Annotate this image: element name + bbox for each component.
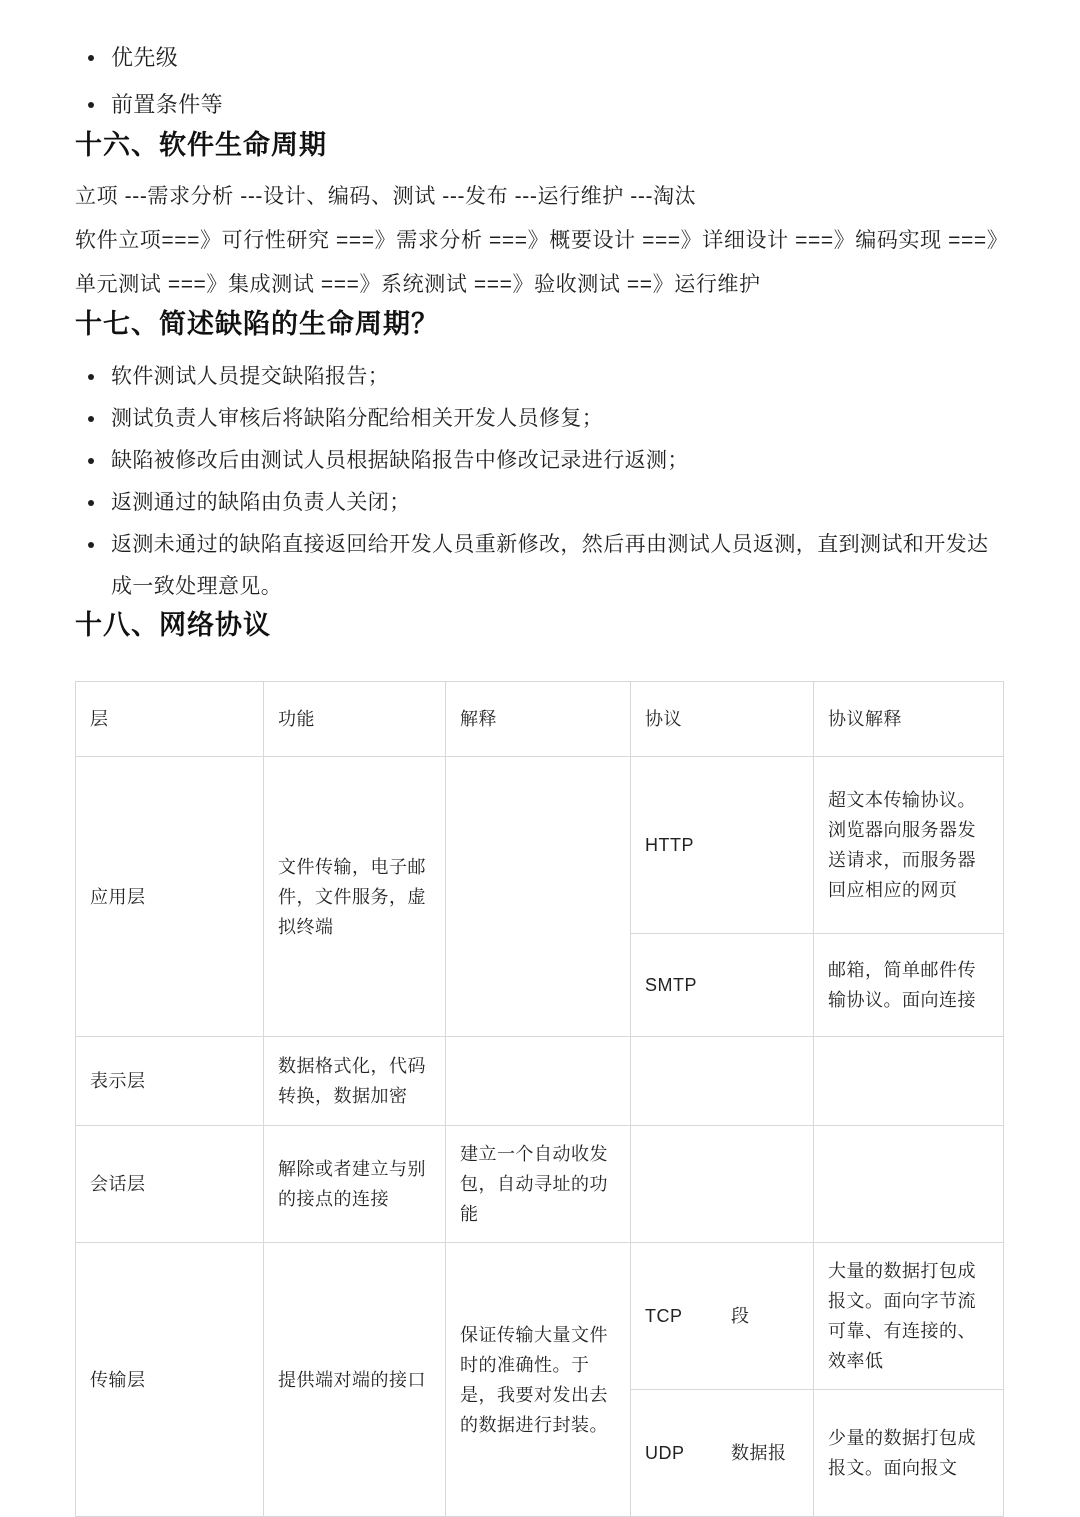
cell-protocol-tcp — [631, 1243, 814, 1390]
cell-protocol-explanation-tcp: 大量的数据打包成报文。面向字节流可靠、有连接的、效率低 — [814, 1243, 1004, 1390]
cell-protocol-explanation-udp: 少量的数据打包成报文。面向报文 — [814, 1390, 1004, 1517]
cell-function-application: 文件传输，电子邮件，文件服务，虚拟终端 — [264, 757, 446, 1037]
table-row — [76, 757, 1004, 934]
cell-protocol-explanation-presentation — [814, 1037, 1004, 1126]
section-heading-18: 十八、网络协议 — [75, 610, 271, 641]
protocol-name-tcp: TCP — [645, 1306, 683, 1327]
column-header-layer: 层 — [76, 682, 264, 757]
paragraph: 立项 ---需求分析 ---设计、编码、测试 ---发布 ---运行维护 ---淘汰 — [75, 185, 697, 209]
list-item: 优先级 — [75, 34, 1005, 81]
network-protocol-table — [75, 681, 1004, 1517]
table-header-row — [76, 682, 1004, 757]
section-17-bullet-list — [75, 356, 1005, 608]
cell-explanation-session: 建立一个自动收发包，自动寻址的功能 — [446, 1126, 631, 1243]
cell-protocol-smtp: SMTP — [631, 934, 814, 1037]
cell-protocol-explanation-smtp: 邮箱，简单邮件传输协议。面向连接 — [814, 934, 1004, 1037]
list-item: 返测未通过的缺陷直接返回给开发人员重新修改，然后再由测试人员返测，直到测试和开发达成一致处理意见。 — [75, 524, 1005, 608]
cell-protocol-udp — [631, 1390, 814, 1517]
cell-layer-session: 会话层 — [76, 1126, 264, 1243]
cell-protocol-presentation — [631, 1037, 814, 1126]
list-item: 测试负责人审核后将缺陷分配给相关开发人员修复； — [75, 398, 1005, 440]
section-heading-16: 十六、软件生命周期 — [75, 130, 327, 160]
column-header-protocol: 协议 — [631, 682, 814, 757]
column-header-function: 功能 — [264, 682, 446, 757]
table-row — [76, 1243, 1004, 1390]
cell-protocol-explanation-http: 超文本传输协议。浏览器向服务器发送请求，而服务器回应相应的网页 — [814, 757, 1004, 934]
cell-protocol-explanation-session — [814, 1126, 1004, 1243]
section-heading-17: 十七、简述缺陷的生命周期？ — [75, 309, 439, 340]
list-item: 缺陷被修改后由测试人员根据缺陷报告中修改记录进行返测； — [75, 440, 1005, 482]
document-page — [0, 34, 1080, 1479]
protocol-unit-udp: 数据报 — [731, 1443, 787, 1464]
cell-layer-application: 应用层 — [76, 757, 264, 1037]
cell-layer-transport: 传输层 — [76, 1243, 264, 1517]
table-row — [76, 1126, 1004, 1243]
protocol-unit-tcp: 段 — [731, 1306, 750, 1327]
cell-protocol-http: HTTP — [631, 757, 814, 934]
cell-function-presentation: 数据格式化，代码转换，数据加密 — [264, 1037, 446, 1126]
protocol-name-udp: UDP — [645, 1443, 685, 1464]
list-item: 软件测试人员提交缺陷报告； — [75, 356, 1005, 398]
section-16-body — [75, 175, 1005, 307]
cell-function-transport: 提供端对端的接口 — [264, 1243, 446, 1517]
cell-explanation-presentation — [446, 1037, 631, 1126]
cell-layer-presentation: 表示层 — [76, 1037, 264, 1126]
list-item: 返测通过的缺陷由负责人关闭； — [75, 482, 1005, 524]
column-header-explanation: 解释 — [446, 682, 631, 757]
top-bullet-list — [75, 34, 1005, 128]
cell-function-session: 解除或者建立与别的接点的连接 — [264, 1126, 446, 1243]
network-protocol-table-wrapper — [75, 681, 1005, 1517]
cell-explanation-transport: 保证传输大量文件时的准确性。于是，我要对发出去的数据进行封装。 — [446, 1243, 631, 1517]
table-row — [76, 1037, 1004, 1126]
cell-protocol-session — [631, 1126, 814, 1243]
cell-explanation-application — [446, 757, 631, 1037]
column-header-protocol-explanation: 协议解释 — [814, 682, 1004, 757]
paragraph: 软件立项===》可行性研究 ===》需求分析 ===》概要设计 ===》详细设计 ===》编码实现 ===》单元测试 ===》集成测试 ===》系统测试 ===》验收测试 ==》运行维护 — [75, 229, 998, 297]
list-item: 前置条件等 — [75, 81, 1005, 128]
